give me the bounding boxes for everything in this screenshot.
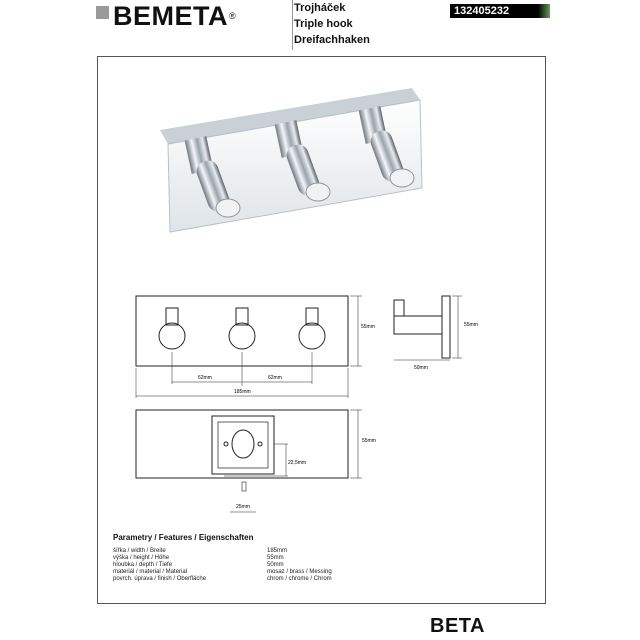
side-view — [394, 296, 462, 360]
front-view — [136, 296, 362, 398]
dim-screw-spacing: 25mm — [236, 504, 250, 510]
param-value: 50mm — [267, 562, 284, 568]
dim-spacing-1: 62mm — [198, 375, 212, 381]
title-english: Triple hook — [294, 18, 353, 30]
parameters-section — [113, 533, 533, 583]
mounting-bracket-inner — [218, 422, 268, 468]
param-value: chrom / chrome / Chrom — [267, 576, 332, 582]
screw-hole-right — [258, 442, 262, 446]
param-value: 55mm — [267, 555, 284, 561]
dim-offset: 22,5mm — [288, 460, 307, 466]
param-value: 185mm — [267, 548, 288, 554]
param-row — [113, 555, 533, 562]
param-row — [113, 569, 533, 576]
product-titles — [292, 0, 424, 50]
side-hook-arm — [394, 316, 442, 334]
product-code-fade — [538, 4, 550, 18]
brand-name: BEMETA — [113, 1, 228, 31]
dim-height-side: 55mm — [464, 322, 478, 328]
parameters-title: Parametry / Features / Eigenschaften — [113, 533, 254, 542]
param-label: výška / height / Höhe — [113, 555, 170, 561]
back-view — [136, 410, 362, 512]
title-german: Dreifachhaken — [294, 34, 370, 46]
model-name: BETA — [430, 615, 485, 637]
technical-drawings — [100, 280, 500, 520]
front-hook-3 — [299, 308, 325, 349]
mounting-hole — [232, 430, 254, 458]
mounting-bracket — [212, 416, 274, 474]
param-row — [113, 548, 533, 555]
side-hook-tip — [394, 300, 404, 316]
front-hook-1 — [159, 308, 185, 349]
front-hook-2 — [229, 308, 255, 349]
param-row — [113, 576, 533, 583]
dim-height-front: 55mm — [361, 324, 375, 330]
product-image — [150, 80, 450, 240]
title-czech: Trojháček — [294, 2, 346, 14]
param-label: materiál / material / Material — [113, 569, 188, 575]
param-label: šířka / width / Breite — [113, 548, 166, 554]
brand-logo-square — [96, 6, 109, 19]
registered-mark: ® — [229, 11, 236, 21]
screw-symbol — [242, 482, 246, 491]
dim-height-back: 55mm — [362, 438, 376, 444]
param-value: mosaz / brass / Messing — [267, 569, 332, 575]
param-label: hloubka / depth / Tiefe — [113, 562, 173, 568]
side-plate — [442, 296, 450, 358]
dim-depth: 50mm — [414, 365, 428, 371]
param-label: povrch. úprava / finish / Oberfläche — [113, 576, 207, 582]
brand-logo — [96, 2, 236, 30]
product-code: 132405232 — [450, 4, 548, 18]
screw-hole-left — [224, 442, 228, 446]
dim-spacing-2: 62mm — [268, 375, 282, 381]
dim-total-width: 185mm — [234, 389, 251, 395]
param-row — [113, 562, 533, 569]
